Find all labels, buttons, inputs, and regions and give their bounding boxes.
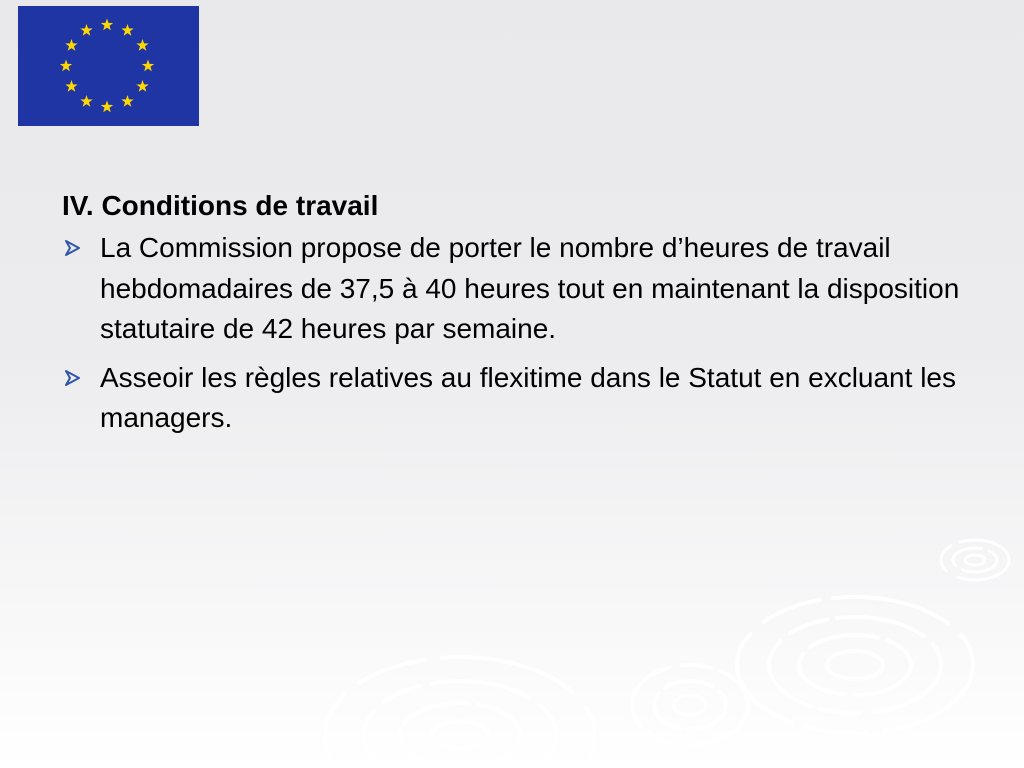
bullet-list: [62, 228, 982, 439]
slide-content: [62, 186, 982, 447]
bullet-item: [62, 358, 982, 439]
arrow-bullet-icon: [64, 239, 82, 257]
bullet-text: La Commission propose de porter le nombre d’heures de travail hebdomadaires de 37,5 à 40 heures tout en maintenant la disposition statutaire de 42 heures par semaine.: [100, 232, 960, 344]
arrow-bullet-icon: [64, 369, 82, 387]
bullet-text: Asseoir les règles relatives au flexitime dans le Statut en excluant les managers.: [100, 361, 956, 433]
eu-flag-icon: [18, 6, 199, 126]
slide-heading: IV. Conditions de travail: [62, 190, 379, 221]
bullet-item: [62, 228, 982, 350]
